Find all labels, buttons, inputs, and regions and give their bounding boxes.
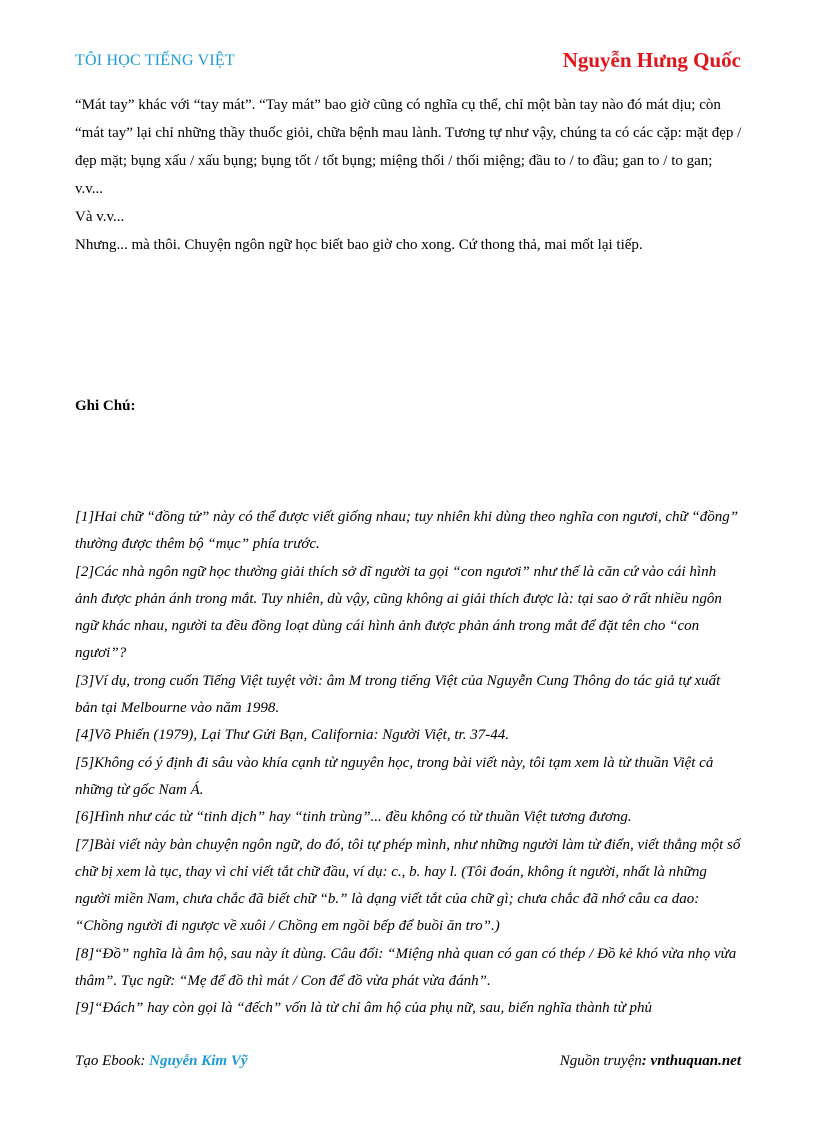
ebook-credit — [75, 1053, 248, 1070]
ebook-author: Nguyễn Kim Vỹ — [149, 1053, 248, 1069]
body-paragraph: Nhưng... mà thôi. Chuyện ngôn ngữ học biết bao giờ cho xong. Cứ thong thả, mai mốt lại tiếp. — [75, 237, 643, 253]
source-credit — [560, 1053, 741, 1070]
body-paragraph: “Mát tay” khác với “tay mát”. “Tay mát” bao giờ cũng có nghĩa cụ thể, chỉ một bàn tay nào đó mát dịu; còn “mát tay” lại chỉ những thầy thuốc giỏi, chữa bệnh mau lành. Tương tự như vậy, chúng ta có các cặp: mặt đẹp / đẹp mặt; bụng xấu / xấu bụng; bụng tốt / tốt bụng; miệng thối / thối miệng; đầu to / to đầu; gan to / to gan; v.v... — [75, 97, 742, 197]
page-header — [75, 48, 741, 78]
ebook-label: Tạo Ebook — [75, 1053, 141, 1069]
source-separator: : — [641, 1053, 651, 1069]
source-site: vnthuquan.net — [650, 1053, 741, 1069]
source-label: Nguồn truyện — [559, 1053, 642, 1069]
footnote-item: [4]Võ Phiến (1979), Lại Thư Gửi Bạn, California: Người Việt, tr. 37-44. — [75, 727, 509, 744]
ebook-separator: : — [140, 1053, 150, 1069]
page-footer — [75, 1053, 741, 1077]
footnote-item: [8]“Đồ” nghĩa là âm hộ, sau này ít dùng. Câu đối: “Miệng nhà quan có gan có thép / Đồ kẻ khó vừa nhọ vừa thâm”. Tục ngữ: “Mẹ để đồ thì mát / Con để đồ vừa phát vừa đánh”. — [75, 945, 737, 990]
book-title: TÔI HỌC TIẾNG VIỆT — [75, 52, 235, 69]
footnote-item: [5]Không có ý định đi sâu vào khía cạnh từ nguyên học, trong bài viết này, tôi tạm xem là từ thuần Việt cả những từ gốc Nam Á. — [75, 754, 714, 798]
footnote-item: [1]Hai chữ “đồng tử” này có thể được viết giống nhau; tuy nhiên khi dùng theo nghĩa con ngươi, chữ “đồng” thường được thêm bộ “mục” phía trước. — [75, 509, 739, 553]
body-paragraph: Và v.v... — [75, 209, 125, 225]
author-name: Nguyễn Hưng Quốc — [562, 48, 741, 72]
footnote-item: [9]“Đách” hay còn gọi là “đếch” vốn là từ chỉ âm hộ của phụ nữ, sau, biến nghĩa thành từ phủ — [75, 1000, 653, 1017]
footnotes-list — [75, 504, 742, 1023]
body-text — [75, 91, 742, 259]
footnote-item: [2]Các nhà ngôn ngữ học thường giải thích sở dĩ người ta gọi “con ngươi” như thế là căn cứ vào cái hình ảnh được phản ánh trong mắt. Tuy nhiên, dù vậy, cũng không ai giải thích được là: tại sao ở rất nhiều ngôn ngữ khác nhau, người ta đều đồng loạt dùng cái hình ảnh được phản ánh trong mắt để đặt tên cho “con ngươi”? — [75, 563, 722, 662]
footnote-item: [7]Bài viết này bàn chuyện ngôn ngữ, do đó, tôi tự phép mình, như những người làm từ điển, viết thẳng một số chữ bị xem là tục, thay vì chỉ viết tắt chữ đầu, ví dụ: c., b. hay l. (Tôi đoán, không ít người, nhất là những người miền Nam, chưa chắc đã biết chữ “b.” là dạng viết tắt của chữ gì; chưa chắc đã nhớ câu ca dao: “Chồng người đi ngược về xuôi / Chồng em ngồi bếp để buồi ăn tro”.) — [75, 836, 741, 935]
footnote-item: [6]Hình như các từ “tinh dịch” hay “tinh trùng”... đều không có từ thuần Việt tương đương. — [75, 809, 632, 826]
footnote-item: [3]Ví dụ, trong cuốn Tiếng Việt tuyệt vời: âm M trong tiếng Việt của Nguyễn Cung Thông do tác giả tự xuất bản tại Melbourne vào năm 1998. — [75, 672, 721, 717]
notes-heading: Ghi Chú: — [75, 398, 136, 414]
